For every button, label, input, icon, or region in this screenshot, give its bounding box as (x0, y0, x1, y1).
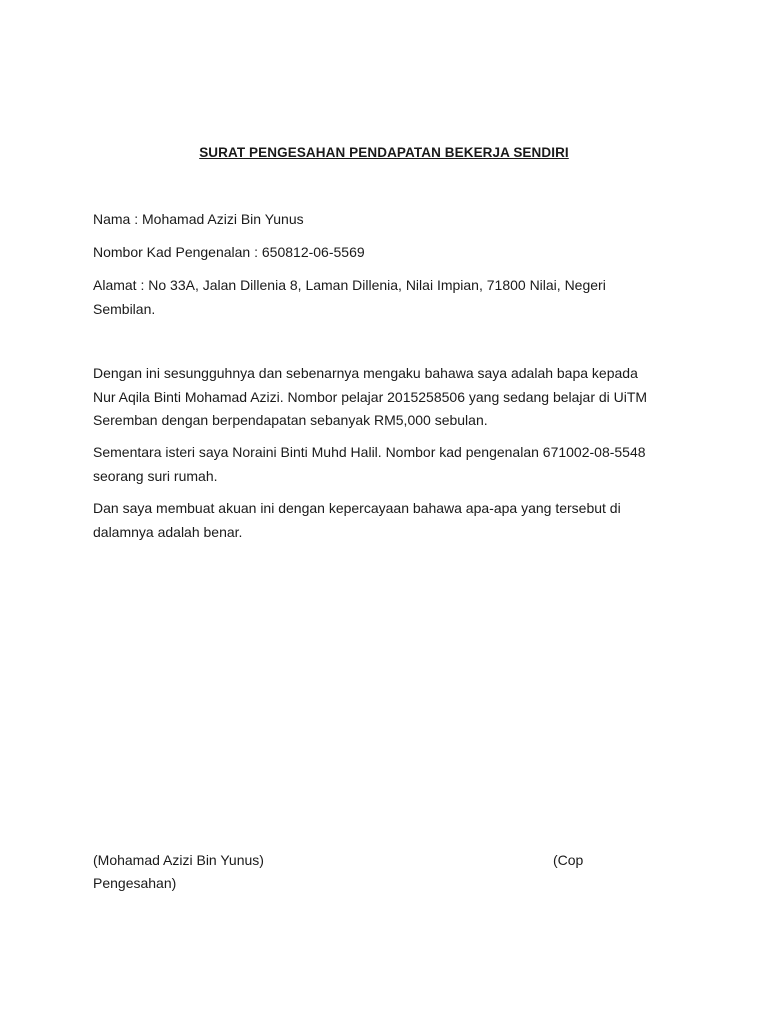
alamat-line-1: Alamat : No 33A, Jalan Dillenia 8, Laman Dillenia, Nilai Impian, 71800 Nilai, Negeri (93, 277, 606, 293)
signature-cop-label-continued: Pengesahan) (93, 875, 177, 891)
paragraph-declaration (93, 362, 673, 433)
field-nama: Nama : Mohamad Azizi Bin Yunus (93, 211, 304, 227)
paragraph-spouse-line-1: Sementara isteri saya Noraini Binti Muhd Halil. Nombor kad pengenalan 671002-08-5548 (93, 444, 646, 460)
alamat-line-2: Sembilan. (93, 300, 156, 317)
paragraph-declaration-line-3: Seremban dengan berpendapatan sebanyak RM5,000 sebulan. (93, 412, 488, 428)
paragraph-spouse-line-2: seorang suri rumah. (93, 467, 218, 484)
paragraph-declaration-line-2: Nur Aqila Binti Mohamad Azizi. Nombor pelajar 2015258506 yang sedang belajar di UiTM (93, 388, 648, 405)
signature-name: (Mohamad Azizi Bin Yunus) (93, 852, 264, 868)
field-alamat (93, 274, 673, 321)
document-title: SURAT PENGESAHAN PENDAPATAN BEKERJA SENDIRI (199, 145, 569, 160)
paragraph-declaration-line-1: Dengan ini sesungguhnya dan sebenarnya mengaku bahawa saya adalah bapa kepada (93, 365, 638, 381)
paragraph-spouse (93, 441, 673, 488)
paragraph-affirmation-line-1: Dan saya membuat akuan ini dengan kepercayaan bahawa apa-apa yang tersebut di (93, 500, 621, 516)
paragraph-affirmation (93, 497, 673, 544)
signature-cop-label: (Cop (553, 852, 584, 868)
paragraph-affirmation-line-2: dalamnya adalah benar. (93, 523, 243, 540)
field-nombor-kad-pengenalan: Nombor Kad Pengenalan : 650812-06-5569 (93, 244, 365, 260)
